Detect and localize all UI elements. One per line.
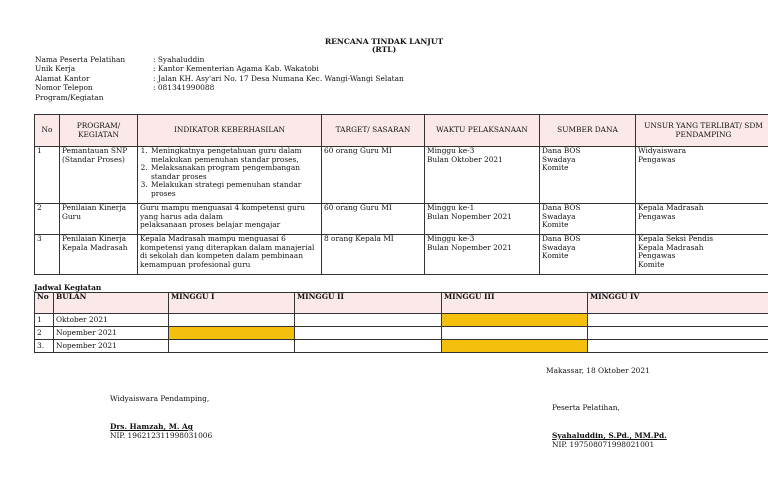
- col-header: WAKTU PELAKSANAAN: [425, 115, 540, 147]
- cell-unsur: [636, 147, 768, 204]
- col-header: TARGET/ SASARAN: [322, 115, 425, 147]
- cell-no: 2: [35, 204, 60, 235]
- week-cell: [442, 327, 588, 340]
- cell-waktu: [425, 235, 540, 275]
- week-cell: [588, 314, 768, 327]
- indikator-line: Guru mampu menguasai 4 kompetensi guru yang harus ada dalam: [140, 203, 306, 221]
- indikator-item: 3. Melakukan strategi pemenuhan standar proses: [150, 181, 319, 198]
- right-signer-role: Peserta Pelatihan,: [552, 403, 620, 412]
- cell-unsur: [636, 235, 768, 275]
- cell-indikator: [138, 147, 322, 204]
- cell-dana: [540, 147, 636, 204]
- cell-target: 60 orang Guru MI: [322, 147, 425, 204]
- info-label: Unik Kerja: [35, 64, 76, 74]
- week-cell: [169, 327, 295, 340]
- indikator-line: pelaksanaan proses belajar mengajar: [140, 220, 281, 230]
- right-signer-nip: NIP. 197508071998021001: [552, 440, 655, 449]
- indikator-item: 2. Melaksanakan program pengembangan standar proses: [150, 164, 319, 181]
- col-header: PROGRAM/ KEGIATAN: [60, 115, 138, 147]
- week-cell: [442, 314, 588, 327]
- waktu-line: Bulan Oktober 2021: [427, 154, 503, 164]
- cell-no: 1: [35, 147, 60, 204]
- info-label: Nama Peserta Pelatihan: [35, 55, 126, 64]
- table-row: [35, 340, 768, 353]
- col-header: MINGGU I: [169, 293, 295, 314]
- week-cell: [295, 314, 442, 327]
- info-label: Nomor Telepon: [35, 83, 93, 93]
- cell-no: 2: [35, 327, 54, 340]
- jadwal-title: Jadwal Kegiatan: [34, 283, 102, 292]
- unsur-line: Kepala Madrasah: [638, 203, 704, 212]
- info-row: [35, 64, 404, 73]
- col-header: INDIKATOR KEBERHASILAN: [138, 115, 322, 147]
- dana-line: Dana BOS: [542, 146, 581, 155]
- dana-line: Swadaya: [542, 211, 576, 221]
- dana-line: Komite: [542, 163, 569, 173]
- right-signer-name: Syahaluddin, S.Pd., MM.Pd.: [552, 431, 667, 440]
- week-cell: [169, 314, 295, 327]
- cell-dana: [540, 235, 636, 275]
- jadwal-table: [34, 292, 768, 353]
- info-row: [35, 93, 404, 102]
- rtl-table: [34, 114, 768, 275]
- info-row: [35, 83, 404, 92]
- unsur-line: Widyaiswara: [638, 146, 686, 155]
- table-row: [35, 314, 768, 327]
- info-label: Alamat Kantor: [35, 73, 90, 83]
- cell-indikator: Kepala Madrasah mampu menguasai 6 kompetensi yang diterapkan dalam manajerial di sekolah dan kompeten dalam pembinaan kemampuan profesional guru: [138, 235, 322, 275]
- cell-no: 1: [35, 314, 54, 327]
- place-date: Makassar, 18 Oktober 2021: [546, 366, 650, 375]
- cell-waktu: [425, 147, 540, 204]
- info-value: : Syahaluddin: [153, 55, 205, 64]
- table-row: [35, 327, 768, 340]
- table-header-row: [35, 115, 768, 147]
- waktu-line: Minggu ke-3: [427, 234, 475, 243]
- cell-no: 3.: [35, 340, 54, 353]
- info-value: : Kantor Kementerian Agama Kab. Wakatobi: [153, 64, 319, 74]
- week-cell: [442, 340, 588, 353]
- unsur-line: Pengawas: [638, 211, 676, 221]
- cell-waktu: [425, 204, 540, 235]
- waktu-line: Minggu ke-3: [427, 146, 475, 155]
- cell-program: Penilaian Kinerja Guru: [60, 204, 138, 235]
- cell-bulan: Oktober 2021: [54, 314, 169, 327]
- cell-target: 8 orang Kepala MI: [322, 235, 425, 275]
- waktu-line: Bulan Nopember 2021: [427, 242, 512, 252]
- week-cell: [588, 340, 768, 353]
- left-signer-nip: NIP. 196212311998031006: [110, 431, 213, 440]
- week-cell: [295, 340, 442, 353]
- info-row: [35, 55, 404, 64]
- dana-line: Komite: [542, 220, 569, 230]
- cell-program: Pemantauan SNP (Standar Proses): [60, 147, 138, 204]
- dana-line: Swadaya: [542, 242, 576, 252]
- week-cell: [169, 340, 295, 353]
- dana-line: Dana BOS: [542, 203, 581, 212]
- jadwal-header-row: [35, 293, 768, 314]
- info-row: [35, 74, 404, 83]
- info-label: Program/Kegiatan: [35, 92, 104, 102]
- col-header: UNSUR YANG TERLIBAT/ SDM PENDAMPING: [636, 115, 768, 147]
- col-header: MINGGU IV: [588, 293, 768, 314]
- left-signer-name: Drs. Hamzah, M. Ag: [110, 422, 193, 431]
- table-row: [35, 235, 768, 275]
- col-header: No: [35, 293, 54, 314]
- cell-bulan: Nopember 2021: [54, 327, 169, 340]
- left-signer-role: Widyaiswara Pendamping,: [110, 394, 210, 403]
- unsur-line: Kepala Madrasah: [638, 242, 704, 252]
- waktu-line: Bulan Nopember 2021: [427, 211, 512, 221]
- table-row: [35, 147, 768, 204]
- unsur-line: Pengawas: [638, 154, 676, 164]
- dana-line: Dana BOS: [542, 234, 581, 243]
- waktu-line: Minggu ke-1: [427, 203, 475, 212]
- cell-target: 60 orang Guru MI: [322, 204, 425, 235]
- unsur-line: Komite: [638, 259, 665, 269]
- info-value: : Jalan KH. Asy'ari No. 17 Desa Numana Kec. Wangi-Wangi Selatan: [153, 73, 404, 83]
- indikator-item: 1. Meningkatnya pengetahuan guru dalam melakukan pemenuhan standar proses,: [150, 147, 319, 164]
- col-header: No: [35, 115, 60, 147]
- unsur-line: Kepala Seksi Pendis: [638, 234, 714, 243]
- col-header: MINGGU II: [295, 293, 442, 314]
- cell-unsur: [636, 204, 768, 235]
- cell-indikator: [138, 204, 322, 235]
- week-cell: [588, 327, 768, 340]
- dana-line: Swadaya: [542, 154, 576, 164]
- cell-program: Penilaian Kinerja Kepala Madrasah: [60, 235, 138, 275]
- unsur-line: Pengawas: [638, 251, 676, 261]
- col-header: MINGGU III: [442, 293, 588, 314]
- participant-info: [35, 55, 404, 102]
- doc-title: RENCANA TINDAK LANJUT: [324, 37, 444, 46]
- col-header: BULAN: [54, 293, 169, 314]
- dana-line: Komite: [542, 251, 569, 261]
- cell-bulan: Nopember 2021: [54, 340, 169, 353]
- week-cell: [295, 327, 442, 340]
- doc-subtitle: (RTL): [371, 45, 397, 54]
- col-header: SUMBER DANA: [540, 115, 636, 147]
- cell-no: 3: [35, 235, 60, 275]
- table-row: [35, 204, 768, 235]
- cell-dana: [540, 204, 636, 235]
- info-value: : 081341990088: [153, 83, 215, 93]
